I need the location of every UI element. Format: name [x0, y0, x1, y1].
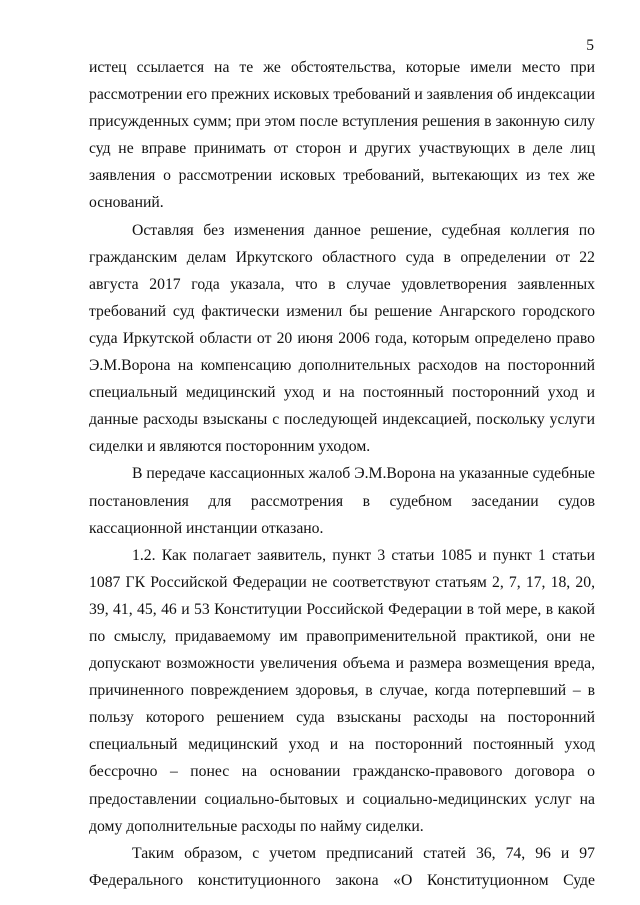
paragraph-cassation-refusal: В передаче кассационных жалоб Э.М.Ворона на указанные судебные постановления для рассмотрения в судебном заседании судов кассационной инстанции отказано.	[89, 465, 595, 537]
document-body	[89, 54, 595, 894]
paragraph-continuation: истец ссылается на те же обстоятельства, которые имели место при рассмотрении его прежних исковых требований и заявления об индексации присужденных сумм; при этом после вступления решения в законную силу суд не вправе принимать от сторон и других участвующих в деле лиц заявления о рассмотрении исковых требований, вытекающих из тех же оснований.	[89, 59, 595, 212]
page-number: 5	[586, 37, 594, 54]
paragraph-appeal-ruling: Оставляя без изменения данное решение, судебная коллегия по гражданским делам Иркутского областного суда в определении от 22 августа 2017 года указала, что в случае удовлетворения заявленных требований суд фактически изменил бы решение Ангарского городского суда Иркутской области от 20 июня 2006 года, которым определено право Э.М.Ворона на компенсацию дополнительных расходов на посторонний специальный медицинский уход и на постоянный посторонний уход и данные расходы взысканы с последующей индексацией, поскольку услуги сиделки и являются посторонним уходом.	[89, 221, 595, 456]
paragraph-conclusion: Таким образом, с учетом предписаний статей 36, 74, 96 и 97 Федерального конституционного закона «О Конституционном Суде	[89, 844, 595, 889]
paragraph-applicant-claim: 1.2. Как полагает заявитель, пункт 3 статьи 1085 и пункт 1 статьи 1087 ГК Российской Федерации не соответствуют статьям 2, 7, 17, 18, 20, 39, 41, 45, 46 и 53 Конституции Российской Федерации в той мере, в какой по смыслу, придаваемому им правоприменительной практикой, они не допускают возможности увеличения объема и размера возмещения вреда, причиненного повреждением здоровья, в случае, когда потерпевший – в пользу которого решением суда взысканы расходы на посторонний специальный медицинский уход и на посторонний постоянный уход бессрочно – понес на основании гражданско-правового договора о предоставлении социально-бытовых и социально-медицинских услуг на дому дополнительные расходы по найму сиделки.	[89, 546, 595, 835]
